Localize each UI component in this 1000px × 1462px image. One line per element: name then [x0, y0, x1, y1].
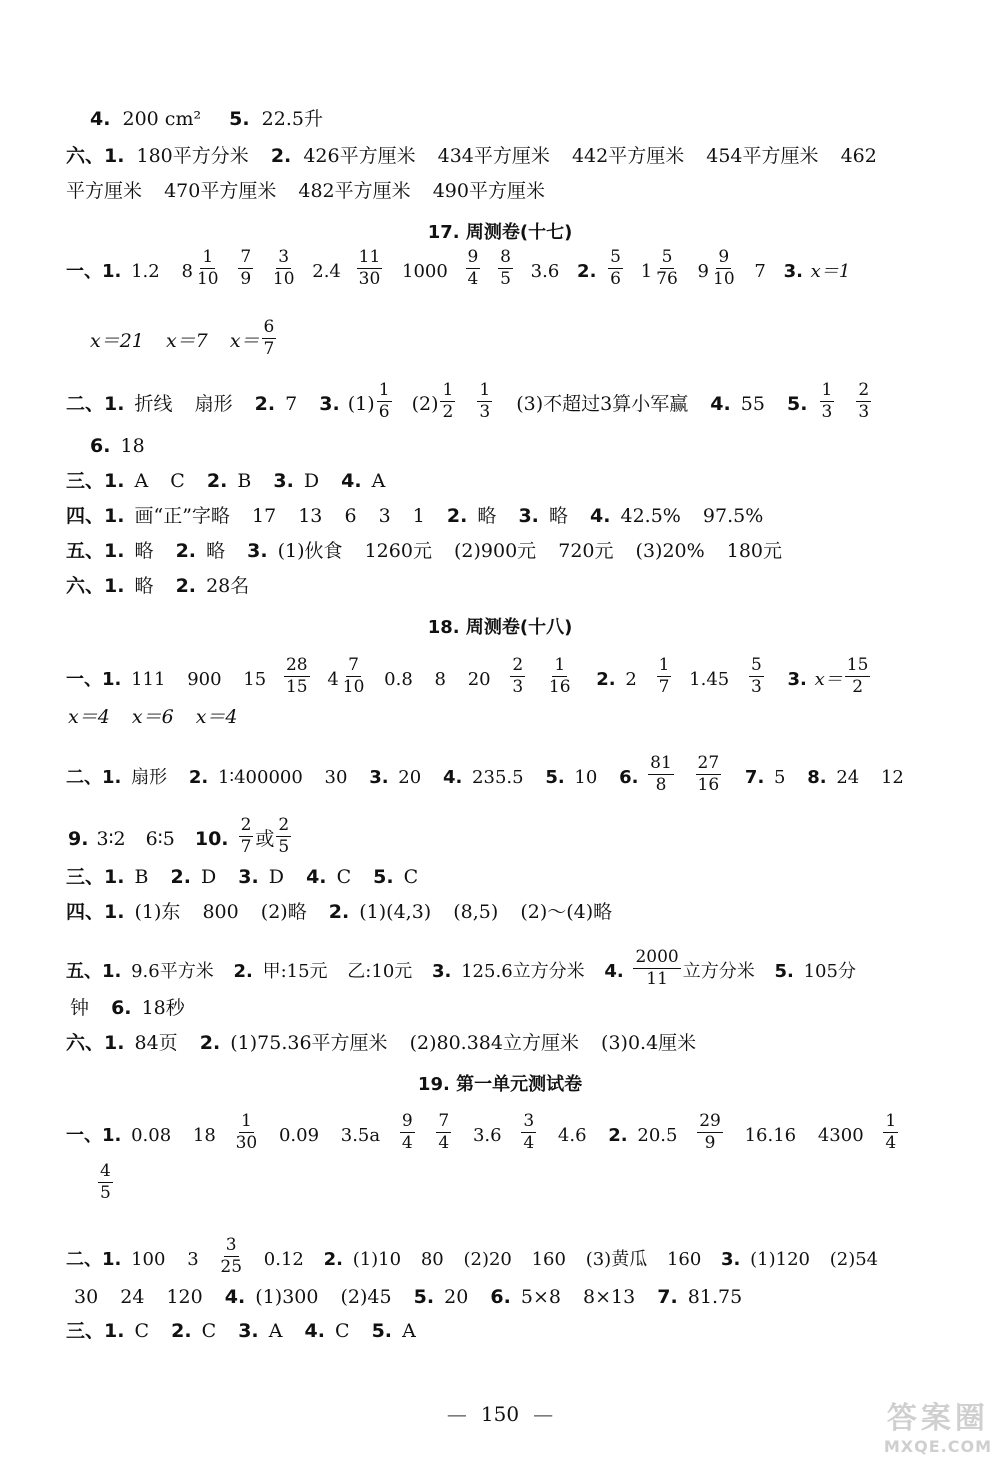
answer: 画“正”字略 — [134, 505, 230, 527]
answer: 1.2 — [131, 261, 160, 283]
fraction: $\frac{6}{7}$ — [263, 317, 275, 359]
answer: C — [134, 1320, 150, 1342]
item-number: 2. — [596, 669, 616, 691]
answer: 7 — [754, 261, 766, 283]
answer: (8,5) — [453, 901, 499, 923]
answer: 3.5a — [340, 1125, 381, 1147]
item-number: 10. — [194, 828, 229, 851]
answer: (1)伙食 — [277, 540, 343, 562]
answer: C — [170, 470, 185, 492]
answer: 8 — [181, 261, 193, 283]
item-number: 5. — [774, 961, 794, 983]
answer: 24 — [836, 767, 860, 789]
answer: (1)10 — [352, 1249, 402, 1271]
answer-line — [66, 247, 851, 292]
answer: 4300 — [817, 1125, 864, 1147]
answer: 30 — [324, 767, 348, 789]
section-label: 一、1. — [66, 1125, 122, 1147]
item-number: 6. — [619, 767, 639, 789]
item-number: 4. — [304, 1320, 325, 1342]
item-number: 3. — [432, 961, 452, 983]
answer: 0.08 — [131, 1125, 172, 1147]
section-label: 五、1. — [66, 961, 122, 983]
answer-line — [66, 753, 904, 798]
fraction: $\frac{4}{5}$ — [100, 1161, 111, 1203]
answer-line — [66, 577, 249, 596]
answer: 81.75 — [687, 1286, 743, 1308]
item-number: 4. — [442, 767, 463, 789]
answer: 17 — [251, 505, 277, 527]
answer: D — [268, 866, 285, 888]
answer: 20 — [398, 767, 422, 789]
item-number: 3. — [721, 1249, 741, 1271]
answer: 18秒 — [141, 997, 185, 1019]
fraction: $\frac{2000}{11}$ — [635, 947, 679, 989]
answer: (1) — [347, 393, 375, 416]
answer: 4.6 — [557, 1125, 587, 1147]
answer: 18 — [120, 435, 145, 457]
answer: 180平方分米 — [136, 145, 249, 167]
answer: 84页 — [134, 1032, 178, 1054]
answer: C — [334, 1320, 350, 1342]
answer: 立方分米 — [682, 961, 755, 983]
answer: 5 — [774, 767, 786, 789]
item-number: 2. — [188, 767, 209, 789]
answer: 900 — [187, 669, 222, 691]
answer: 4 — [327, 669, 339, 691]
answer: 105分 — [803, 961, 856, 983]
fraction: $\frac{28}{15}$ — [285, 655, 308, 697]
answer: 20.5 — [637, 1125, 678, 1147]
answer-line — [66, 1322, 416, 1341]
answer: x＝ — [814, 669, 843, 691]
item-number: 2. — [175, 540, 197, 562]
item-number: 5. — [413, 1286, 435, 1308]
fraction: $\frac{3}{10}$ — [272, 247, 295, 289]
page-number: — 150 — — [446, 1402, 554, 1426]
answer: 30 — [74, 1286, 99, 1308]
watermark-main: 答案圈 — [886, 1401, 989, 1436]
answer: 125.6立方分米 — [461, 961, 585, 983]
fraction: $\frac{1}{16}$ — [548, 655, 571, 697]
answer-line — [66, 1111, 900, 1156]
answer: x＝ — [229, 330, 260, 353]
fraction: $\frac{2}{3}$ — [858, 380, 870, 422]
answer: 3 — [378, 505, 391, 527]
answer: 13 — [298, 505, 323, 527]
section-label: 一、1. — [66, 669, 122, 691]
item-number: 4. — [341, 470, 362, 492]
answer: (2)45 — [340, 1286, 392, 1308]
answer: (3)0.4厘米 — [601, 1032, 697, 1054]
item-number: 2. — [577, 261, 597, 283]
answer: x＝4 — [195, 706, 238, 728]
answer: 10 — [574, 767, 598, 789]
answer: 454平方厘米 — [706, 145, 819, 167]
item-number: 5. — [545, 767, 565, 789]
answer: A — [134, 470, 149, 492]
answer: C — [336, 866, 352, 888]
answer-line — [68, 815, 293, 860]
item-number: 2. — [206, 470, 228, 492]
answer: B — [134, 866, 149, 888]
answer: 24 — [120, 1286, 145, 1308]
fraction: $\frac{1}{4}$ — [885, 1111, 897, 1153]
answer: (2)80.384立方厘米 — [409, 1032, 579, 1054]
answer: 55 — [740, 393, 765, 416]
item-number: 8. — [807, 767, 827, 789]
answer: (3)黄瓜 — [585, 1249, 648, 1271]
section-label: 一、1. — [66, 261, 122, 283]
answer: 9.6平方米 — [131, 961, 214, 983]
item-number: 3. — [247, 540, 268, 562]
answer: 42.5% — [620, 505, 681, 527]
answer: 18 — [192, 1125, 216, 1147]
answer: 22.5升 — [261, 108, 323, 130]
item-number: 2. — [171, 1320, 192, 1342]
item-number: 6. — [90, 435, 111, 457]
answer: 或 — [255, 828, 275, 851]
section-label: 三、1. — [66, 470, 125, 492]
answer: 0.12 — [263, 1249, 304, 1271]
item-number: 3. — [783, 261, 803, 283]
answer: 20 — [444, 1286, 469, 1308]
answer-line — [66, 147, 877, 166]
answer: 略 — [134, 575, 154, 597]
answer: 1260元 — [364, 540, 432, 562]
answer: C — [201, 1320, 217, 1342]
fraction: $\frac{15}{2}$ — [846, 655, 869, 697]
item-number: 3. — [238, 866, 259, 888]
answer: 扇形 — [194, 393, 233, 416]
answer: 28名 — [206, 575, 250, 597]
item-number: 2. — [233, 961, 253, 983]
fraction: $\frac{1}{30}$ — [235, 1111, 258, 1153]
fraction: $\frac{8}{5}$ — [500, 247, 511, 289]
item-number: 4. — [224, 1286, 246, 1308]
answer: 15 — [243, 669, 267, 691]
answer: (2)20 — [463, 1249, 512, 1271]
section-label: 二、1. — [66, 767, 122, 789]
section-label: 三、1. — [66, 1320, 125, 1342]
fraction: $\frac{29}{9}$ — [699, 1111, 721, 1153]
item-number: 6. — [111, 997, 132, 1019]
answer: 2.4 — [312, 261, 341, 283]
answer: 3 — [187, 1249, 199, 1271]
answer: (2)900元 — [454, 540, 537, 562]
answer: D — [303, 470, 320, 492]
item-number: 3. — [319, 393, 340, 416]
section-label: 二、1. — [66, 1249, 122, 1271]
answer: 3∶2 — [96, 828, 126, 851]
watermark-url: MXQE.COM — [883, 1437, 992, 1456]
item-number: 7. — [744, 767, 765, 789]
fraction: $\frac{1}{3}$ — [479, 380, 491, 422]
item-number: 3. — [787, 669, 807, 691]
answer: (1)75.36平方厘米 — [230, 1032, 388, 1054]
fraction: $\frac{7}{9}$ — [240, 247, 252, 289]
answer: 平方厘米 — [66, 180, 143, 202]
fraction: $\frac{11}{30}$ — [358, 247, 381, 289]
section-label: 二、1. — [66, 393, 125, 416]
answer: 9 — [697, 261, 709, 283]
fraction: $\frac{5}{6}$ — [610, 247, 621, 289]
fraction: $\frac{81}{8}$ — [650, 753, 672, 795]
answer: 1∶400000 — [217, 767, 303, 789]
section-label: 四、1. — [66, 901, 125, 923]
item-number: 4. — [306, 866, 327, 888]
answer: 470平方厘米 — [164, 180, 277, 202]
answer: 0.09 — [278, 1125, 320, 1147]
item-number: 3. — [518, 505, 539, 527]
answer: 略 — [548, 505, 568, 527]
item-number: 3. — [273, 470, 294, 492]
item-number: 2. — [170, 866, 191, 888]
answer: 200 cm² — [122, 108, 202, 130]
answer: 434平方厘米 — [437, 145, 550, 167]
answer-line — [74, 1288, 742, 1307]
answer: 180元 — [726, 540, 783, 562]
answer: x＝21 — [90, 330, 144, 353]
answer: 略 — [206, 540, 226, 562]
item-number: 4. — [604, 961, 624, 983]
answer: 6∶5 — [145, 828, 175, 851]
fraction: $\frac{1}{3}$ — [821, 380, 833, 422]
item-number: 6. — [490, 1286, 511, 1308]
section-label: 六、1. — [66, 575, 125, 597]
fraction: $\frac{2}{5}$ — [278, 815, 290, 857]
item-number: 4. — [90, 108, 111, 130]
answer: 12 — [880, 767, 904, 789]
answer-line — [66, 380, 873, 425]
watermark — [884, 1393, 992, 1456]
answer: (1)(4,3) — [359, 901, 432, 923]
answer-line — [66, 1034, 696, 1053]
answer: (1)东 — [134, 901, 181, 923]
item-number: 2. — [608, 1125, 628, 1147]
section-label: 六、1. — [66, 145, 125, 167]
item-number: 3. — [369, 767, 389, 789]
answer: 80 — [420, 1249, 444, 1271]
answer: 20 — [467, 669, 491, 691]
fraction: $\frac{5}{3}$ — [750, 655, 762, 697]
fraction: $\frac{2}{7}$ — [240, 815, 252, 857]
answer-line — [68, 708, 238, 727]
answer: 3.6 — [472, 1125, 502, 1147]
item-number: 5. — [229, 108, 250, 130]
answer: A — [268, 1320, 283, 1342]
answer-line — [90, 437, 145, 456]
answer: 甲:15元 — [262, 961, 328, 983]
answer: 6 — [344, 505, 357, 527]
answer-line — [66, 1235, 879, 1280]
item-number: 3. — [238, 1320, 259, 1342]
answer: 490平方厘米 — [432, 180, 545, 202]
answer: 160 — [666, 1249, 702, 1271]
fraction: $\frac{1}{2}$ — [442, 380, 454, 422]
answer: 乙:10元 — [347, 961, 413, 983]
answer: 120 — [166, 1286, 203, 1308]
section-title: 18. 周测卷(十八) — [427, 617, 573, 638]
answer-line — [66, 182, 545, 201]
answer: A — [371, 470, 386, 492]
fraction: $\frac{27}{16}$ — [697, 753, 720, 795]
answer: 钟 — [70, 997, 90, 1019]
answer: 426平方厘米 — [303, 145, 416, 167]
answer: 3.6 — [530, 261, 560, 283]
answer: 折线 — [134, 393, 173, 416]
answer: 482平方厘米 — [298, 180, 411, 202]
item-number: 2. — [254, 393, 276, 416]
answer-line — [66, 868, 418, 887]
answer: (2) — [411, 393, 439, 416]
item-number: 2. — [199, 1032, 221, 1054]
answer: 1 — [412, 505, 425, 527]
answer: 7 — [285, 393, 298, 416]
answer: 160 — [531, 1249, 566, 1271]
fraction: $\frac{1}{6}$ — [378, 380, 390, 422]
answer: 8×13 — [583, 1286, 636, 1308]
answer: (1)300 — [255, 1286, 319, 1308]
fraction: $\frac{9}{4}$ — [401, 1111, 413, 1153]
fraction: $\frac{9}{4}$ — [467, 247, 479, 289]
answer: (2)～(4)略 — [520, 901, 613, 923]
item-number: 7. — [657, 1286, 678, 1308]
item-number: 2. — [328, 901, 350, 923]
answer: 442平方厘米 — [571, 145, 685, 167]
fraction: $\frac{3}{25}$ — [220, 1235, 243, 1277]
item-number: 5. — [787, 393, 808, 416]
answer: 16.16 — [744, 1125, 797, 1147]
answer: (3)不超过3算小军赢 — [516, 393, 689, 416]
item-number: 4. — [710, 393, 731, 416]
answer: (2)54 — [829, 1249, 879, 1271]
answer: D — [201, 866, 217, 888]
answer: 2 — [625, 669, 637, 691]
answer-line — [66, 655, 872, 700]
answer: 720元 — [558, 540, 614, 562]
fraction: $\frac{3}{4}$ — [523, 1111, 535, 1153]
fraction: $\frac{1}{10}$ — [196, 247, 219, 289]
answer: 800 — [202, 901, 239, 923]
fraction: $\frac{9}{10}$ — [713, 247, 735, 289]
answer: x＝6 — [131, 706, 174, 728]
fraction: $\frac{5}{76}$ — [656, 247, 678, 289]
section-title: 17. 周测卷(十七) — [427, 222, 573, 243]
item-number: 9. — [68, 828, 89, 851]
answer: 略 — [477, 505, 497, 527]
answer-line — [70, 999, 185, 1018]
answer-line — [66, 903, 612, 922]
answer: 扇形 — [131, 767, 168, 789]
answer-line — [66, 507, 763, 526]
fraction: $\frac{1}{7}$ — [658, 655, 670, 697]
item-number: 4. — [590, 505, 611, 527]
answer: 111 — [131, 669, 166, 691]
item-number: 2. — [323, 1249, 343, 1271]
answer: 8 — [434, 669, 446, 691]
fraction: $\frac{2}{3}$ — [512, 655, 524, 697]
answer-line — [66, 472, 385, 491]
answer: 97.5% — [702, 505, 764, 527]
section-label: 六、1. — [66, 1032, 125, 1054]
answer-line — [90, 317, 278, 362]
answer: 1000 — [402, 261, 448, 283]
answer: 235.5 — [472, 767, 524, 789]
answer: (1)120 — [750, 1249, 810, 1271]
answer: 462 — [840, 145, 877, 167]
answer: 略 — [134, 540, 154, 562]
answer: B — [237, 470, 252, 492]
answer: 1 — [640, 261, 653, 283]
answer: x＝1 — [810, 261, 851, 283]
section-label: 三、1. — [66, 866, 125, 888]
section-title: 19. 第一单元测试卷 — [417, 1074, 583, 1095]
answer: (3)20% — [635, 540, 705, 562]
fraction: $\frac{7}{10}$ — [342, 655, 365, 697]
answer-line — [96, 1161, 115, 1206]
item-number: 5. — [373, 866, 394, 888]
answer: C — [403, 866, 419, 888]
item-number: 5. — [371, 1320, 393, 1342]
item-number: 2. — [270, 145, 292, 167]
answer: 100 — [131, 1249, 166, 1271]
answer: (2)略 — [260, 901, 307, 923]
item-number: 2. — [175, 575, 197, 597]
answer: x＝4 — [68, 706, 110, 728]
section-label: 四、1. — [66, 505, 125, 527]
answer-line — [66, 947, 856, 992]
answer: x＝7 — [165, 330, 208, 353]
section-label: 五、1. — [66, 540, 125, 562]
item-number: 2. — [446, 505, 468, 527]
answer: 0.8 — [384, 669, 413, 691]
answer: A — [402, 1320, 416, 1342]
answer-line — [66, 542, 782, 561]
page-number-value: 150 — [480, 1402, 520, 1426]
answer: 1.45 — [689, 669, 730, 691]
fraction: $\frac{7}{4}$ — [438, 1111, 450, 1153]
answer-line — [90, 110, 323, 129]
answer: 5×8 — [520, 1286, 561, 1308]
